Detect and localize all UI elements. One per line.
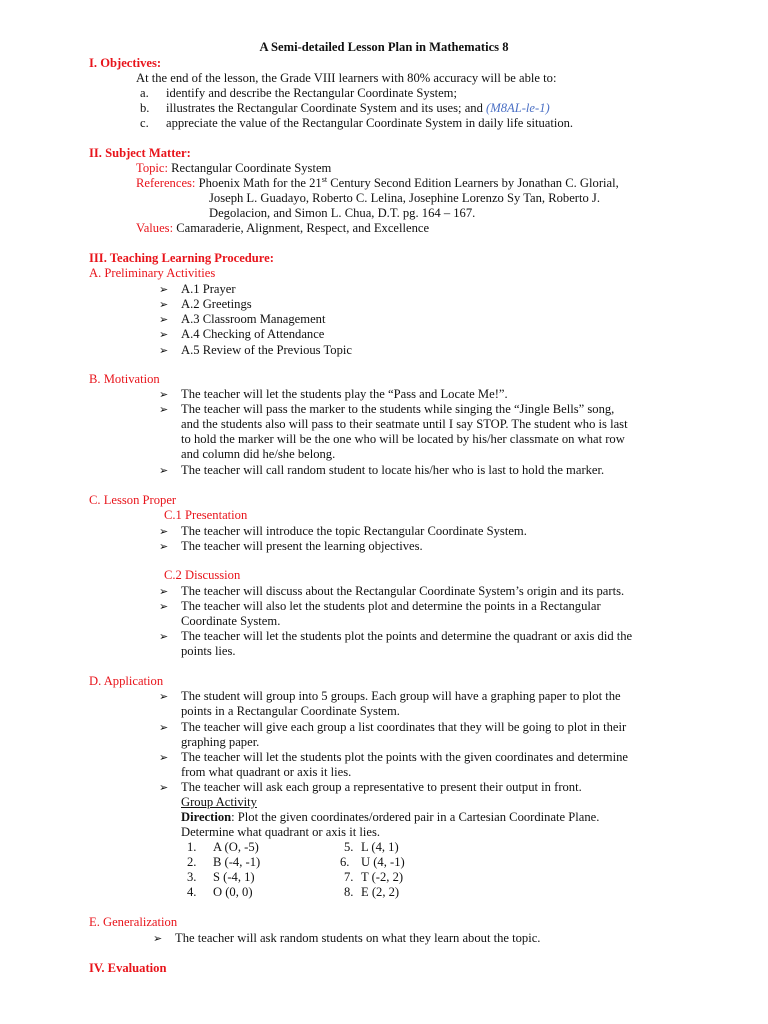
lesson-proper-heading: C. Lesson Proper <box>89 493 177 507</box>
application-item-cont: points in a Rectangular Coordinate System. <box>181 704 400 718</box>
point-coordinate: T (-2, 2) <box>361 870 404 884</box>
point-number: 8. <box>344 885 354 899</box>
objective-a-letter: a. <box>140 86 149 100</box>
preliminary-heading: A. Preliminary Activities <box>89 266 216 280</box>
references-line-3: Degolacion, and Simon L. Chua, D.T. pg. 164 – 167. <box>209 206 476 220</box>
presentation-heading: C.1 Presentation <box>164 508 248 522</box>
competency-code: (M8AL-le-1) <box>486 101 550 115</box>
discussion-item-cont: points lies. <box>181 644 236 658</box>
prelim-item: ➢ A.1 Prayer <box>181 282 236 297</box>
application-item-cont: from what quadrant or axis it lies. <box>181 765 352 779</box>
motivation-item-cont: to hold the marker will be the one who will be located by his/her classmate on what row <box>181 432 625 446</box>
generalization-heading: E. Generalization <box>89 915 178 929</box>
discussion-heading: C.2 Discussion <box>164 568 241 582</box>
document-title: A Semi-detailed Lesson Plan in Mathematics 8 <box>259 40 509 54</box>
topic-line: Topic: Rectangular Coordinate System <box>136 161 332 175</box>
point-coordinate: B (-4, -1) <box>213 855 261 869</box>
application-item: ➢ The student will group into 5 groups. Each group will have a graphing paper to plot the <box>181 689 621 704</box>
values-line: Values: Camaraderie, Alignment, Respect, and Excellence <box>136 221 430 235</box>
direction-line-2: Determine what quadrant or axis it lies. <box>181 825 380 839</box>
prelim-item: ➢ A.2 Greetings <box>181 297 252 312</box>
discussion-item-cont: Coordinate System. <box>181 614 281 628</box>
presentation-item: ➢ The teacher will present the learning objectives. <box>181 539 423 554</box>
point-coordinate: S (-4, 1) <box>213 870 255 884</box>
point-number: 2. <box>187 855 197 869</box>
motivation-item: ➢ The teacher will let the students play the “Pass and Locate Me!”. <box>181 387 508 402</box>
references-line-2: Joseph L. Guadayo, Roberto C. Lelina, Josephine Lorenzo Sy Tan, Roberto J. <box>209 191 600 205</box>
subject-heading: II. Subject Matter: <box>89 146 191 160</box>
point-coordinate: O (0, 0) <box>213 885 253 899</box>
point-coordinate: E (2, 2) <box>361 885 400 899</box>
prelim-item: ➢ A.4 Checking of Attendance <box>181 327 324 342</box>
objective-c-letter: c. <box>140 116 149 130</box>
evaluation-heading: IV. Evaluation <box>89 961 167 975</box>
objective-b-letter: b. <box>140 101 150 115</box>
generalization-item: ➢ The teacher will ask random students on what they learn about the topic. <box>175 931 540 946</box>
point-coordinate: A (O, -5) <box>213 840 259 854</box>
motivation-heading: B. Motivation <box>89 372 160 386</box>
application-heading: D. Application <box>89 674 164 688</box>
motivation-item: ➢ The teacher will pass the marker to the students while singing the “Jingle Bells” song, <box>181 402 614 417</box>
point-coordinate: L (4, 1) <box>361 840 399 854</box>
point-number: 7. <box>344 870 354 884</box>
application-item-cont: graphing paper. <box>181 735 260 749</box>
point-number: 6. <box>340 855 350 869</box>
point-number: 5. <box>344 840 354 854</box>
point-number: 3. <box>187 870 197 884</box>
point-coordinate: U (4, -1) <box>361 855 405 869</box>
point-number: 4. <box>187 885 197 899</box>
references-line-1: References: Phoenix Math for the 21st Century Second Edition Learners by Jonathan C. Glorial, <box>136 175 619 190</box>
discussion-item: ➢ The teacher will let the students plot the points and determine the quadrant or axis did the <box>181 629 632 644</box>
prelim-item: ➢ A.3 Classroom Management <box>181 312 325 327</box>
application-item: ➢ The teacher will ask each group a representative to present their output in front. <box>181 780 582 795</box>
group-activity-title: Group Activity <box>181 795 257 809</box>
presentation-item: ➢ The teacher will introduce the topic Rectangular Coordinate System. <box>181 524 527 539</box>
discussion-item: ➢ The teacher will also let the students plot and determine the points in a Rectangular <box>181 599 601 614</box>
motivation-item: ➢ The teacher will call random student to locate his/her who is last to hold the marker. <box>181 463 604 478</box>
objective-b-text: illustrates the Rectangular Coordinate System and its uses; and (M8AL-le-1) <box>166 101 550 115</box>
objective-a-text: identify and describe the Rectangular Coordinate System; <box>166 86 457 100</box>
prelim-item: ➢ A.5 Review of the Previous Topic <box>181 343 352 358</box>
procedure-heading: III. Teaching Learning Procedure: <box>89 251 274 265</box>
direction-line: Direction: Plot the given coordinates/ordered pair in a Cartesian Coordinate Plane. <box>181 810 600 824</box>
motivation-item-cont: and column did he/she belong. <box>181 447 336 461</box>
application-item: ➢ The teacher will let the students plot the points with the given coordinates and determine <box>181 750 628 765</box>
point-number: 1. <box>187 840 197 854</box>
objectives-heading: I. Objectives: <box>89 56 162 70</box>
discussion-item: ➢ The teacher will discuss about the Rectangular Coordinate System’s origin and its parts. <box>181 584 624 599</box>
objectives-intro: At the end of the lesson, the Grade VIII learners with 80% accuracy will be able to: <box>136 71 557 85</box>
application-item: ➢ The teacher will give each group a list coordinates that they will be going to plot in their <box>181 720 626 735</box>
objective-c-text: appreciate the value of the Rectangular Coordinate System in daily life situation. <box>166 116 574 130</box>
motivation-item-cont: and the students also will pass to their seatmate until I say STOP. The student who is last <box>181 417 628 431</box>
